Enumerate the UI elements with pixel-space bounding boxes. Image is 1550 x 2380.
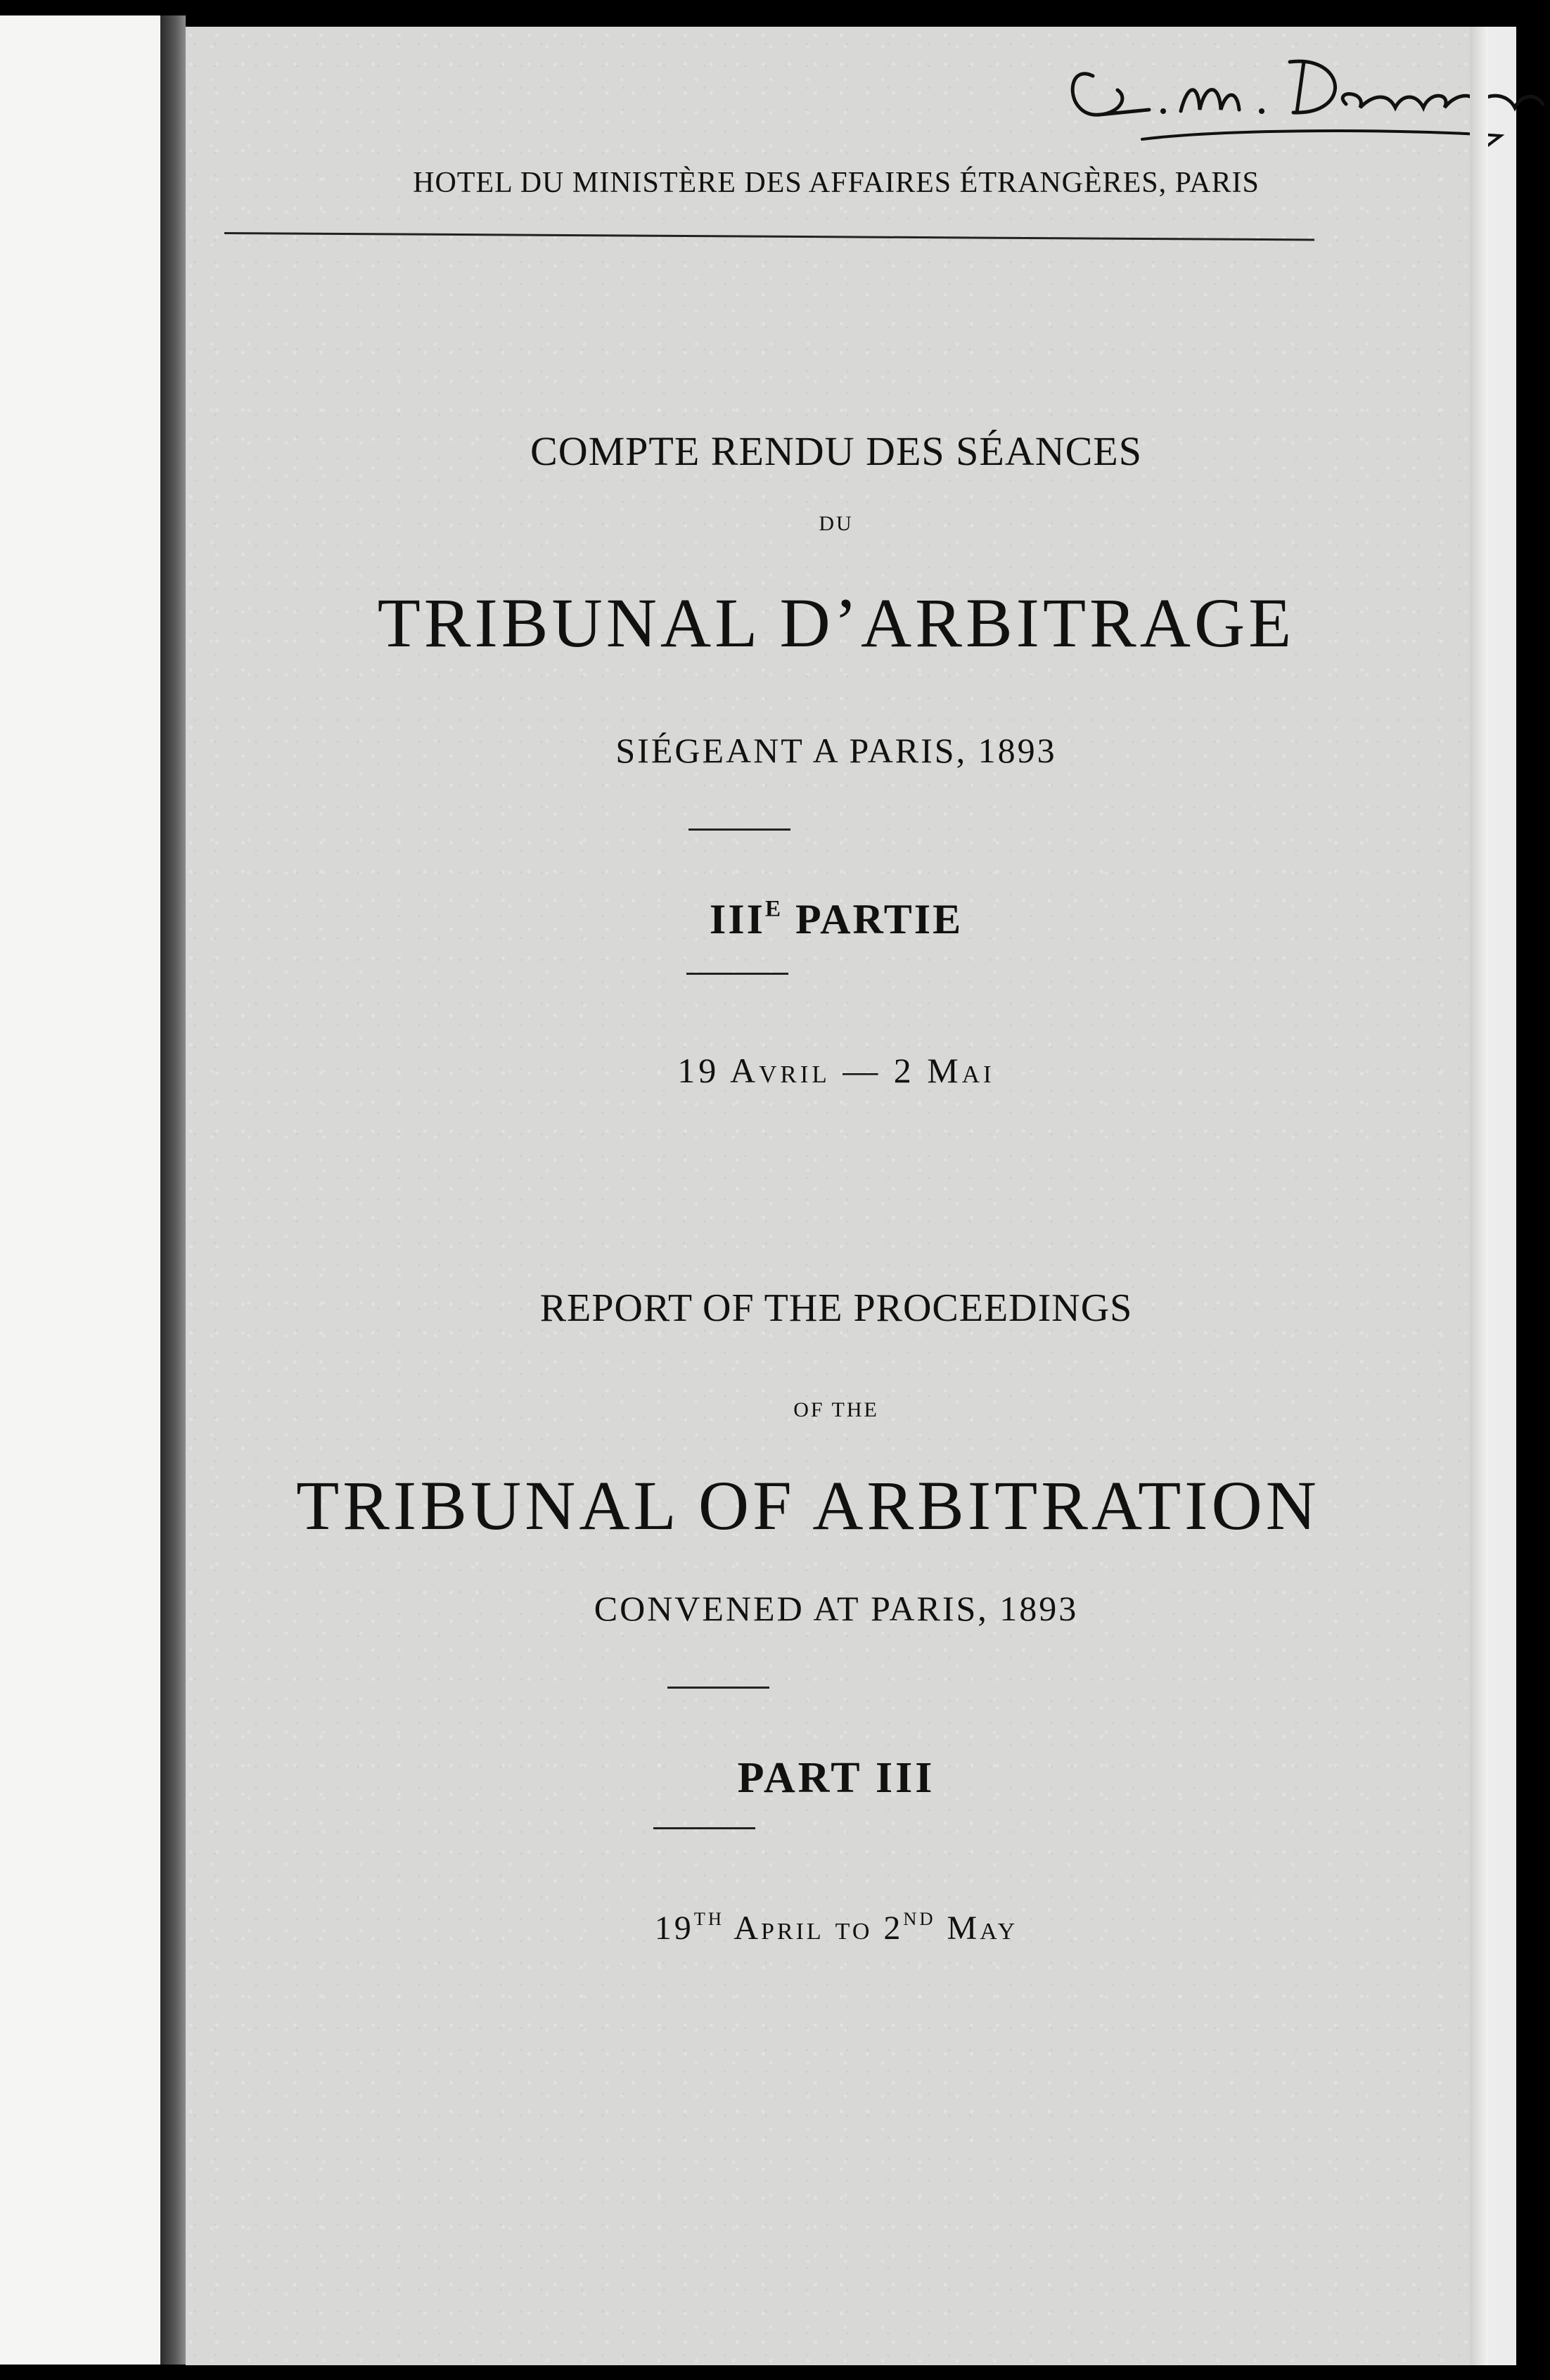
english-date-middle: April to 2 bbox=[734, 1909, 904, 1947]
english-rule-1 bbox=[667, 1687, 769, 1689]
french-subtitle: SIÉGEANT A PARIS, 1893 bbox=[615, 731, 1057, 770]
english-rule-2 bbox=[653, 1827, 755, 1829]
french-title: TRIBUNAL D’ARBITRAGE bbox=[377, 584, 1295, 662]
french-heading-line2: DU bbox=[819, 512, 854, 535]
english-date-end: May bbox=[947, 1909, 1018, 1947]
book-binding bbox=[160, 15, 186, 2365]
french-rule-2 bbox=[686, 973, 788, 975]
french-part bbox=[186, 895, 1487, 944]
facing-page bbox=[0, 15, 160, 2365]
venue-header: HOTEL DU MINISTÈRE DES AFFAIRES ÉTRANGÈRES, PARIS bbox=[413, 167, 1260, 199]
next-page-edge bbox=[1488, 27, 1516, 2365]
french-heading-line1: COMPTE RENDU DES SÉANCES bbox=[530, 428, 1142, 474]
english-dates bbox=[186, 1908, 1487, 1947]
english-date-sup2: ND bbox=[903, 1908, 936, 1929]
title-page bbox=[186, 27, 1487, 2365]
french-dates: 19 Avril — 2 Mai bbox=[677, 1051, 995, 1090]
english-heading-line1: REPORT OF THE PROCEEDINGS bbox=[539, 1286, 1133, 1330]
english-date-day1: 19 bbox=[654, 1909, 694, 1947]
english-title: TRIBUNAL OF ARBITRATION bbox=[296, 1466, 1320, 1544]
page-edge bbox=[1470, 27, 1488, 2365]
english-date-sup1: TH bbox=[693, 1908, 724, 1929]
french-part-superscript: E bbox=[764, 896, 783, 922]
english-subtitle: CONVENED AT PARIS, 1893 bbox=[594, 1589, 1079, 1628]
french-rule-1 bbox=[688, 828, 790, 831]
header-rule bbox=[224, 232, 1314, 241]
english-part: PART III bbox=[737, 1754, 935, 1802]
french-part-word: PARTIE bbox=[795, 896, 963, 942]
english-heading-line2: OF THE bbox=[793, 1398, 879, 1421]
french-part-number: III bbox=[709, 896, 765, 942]
